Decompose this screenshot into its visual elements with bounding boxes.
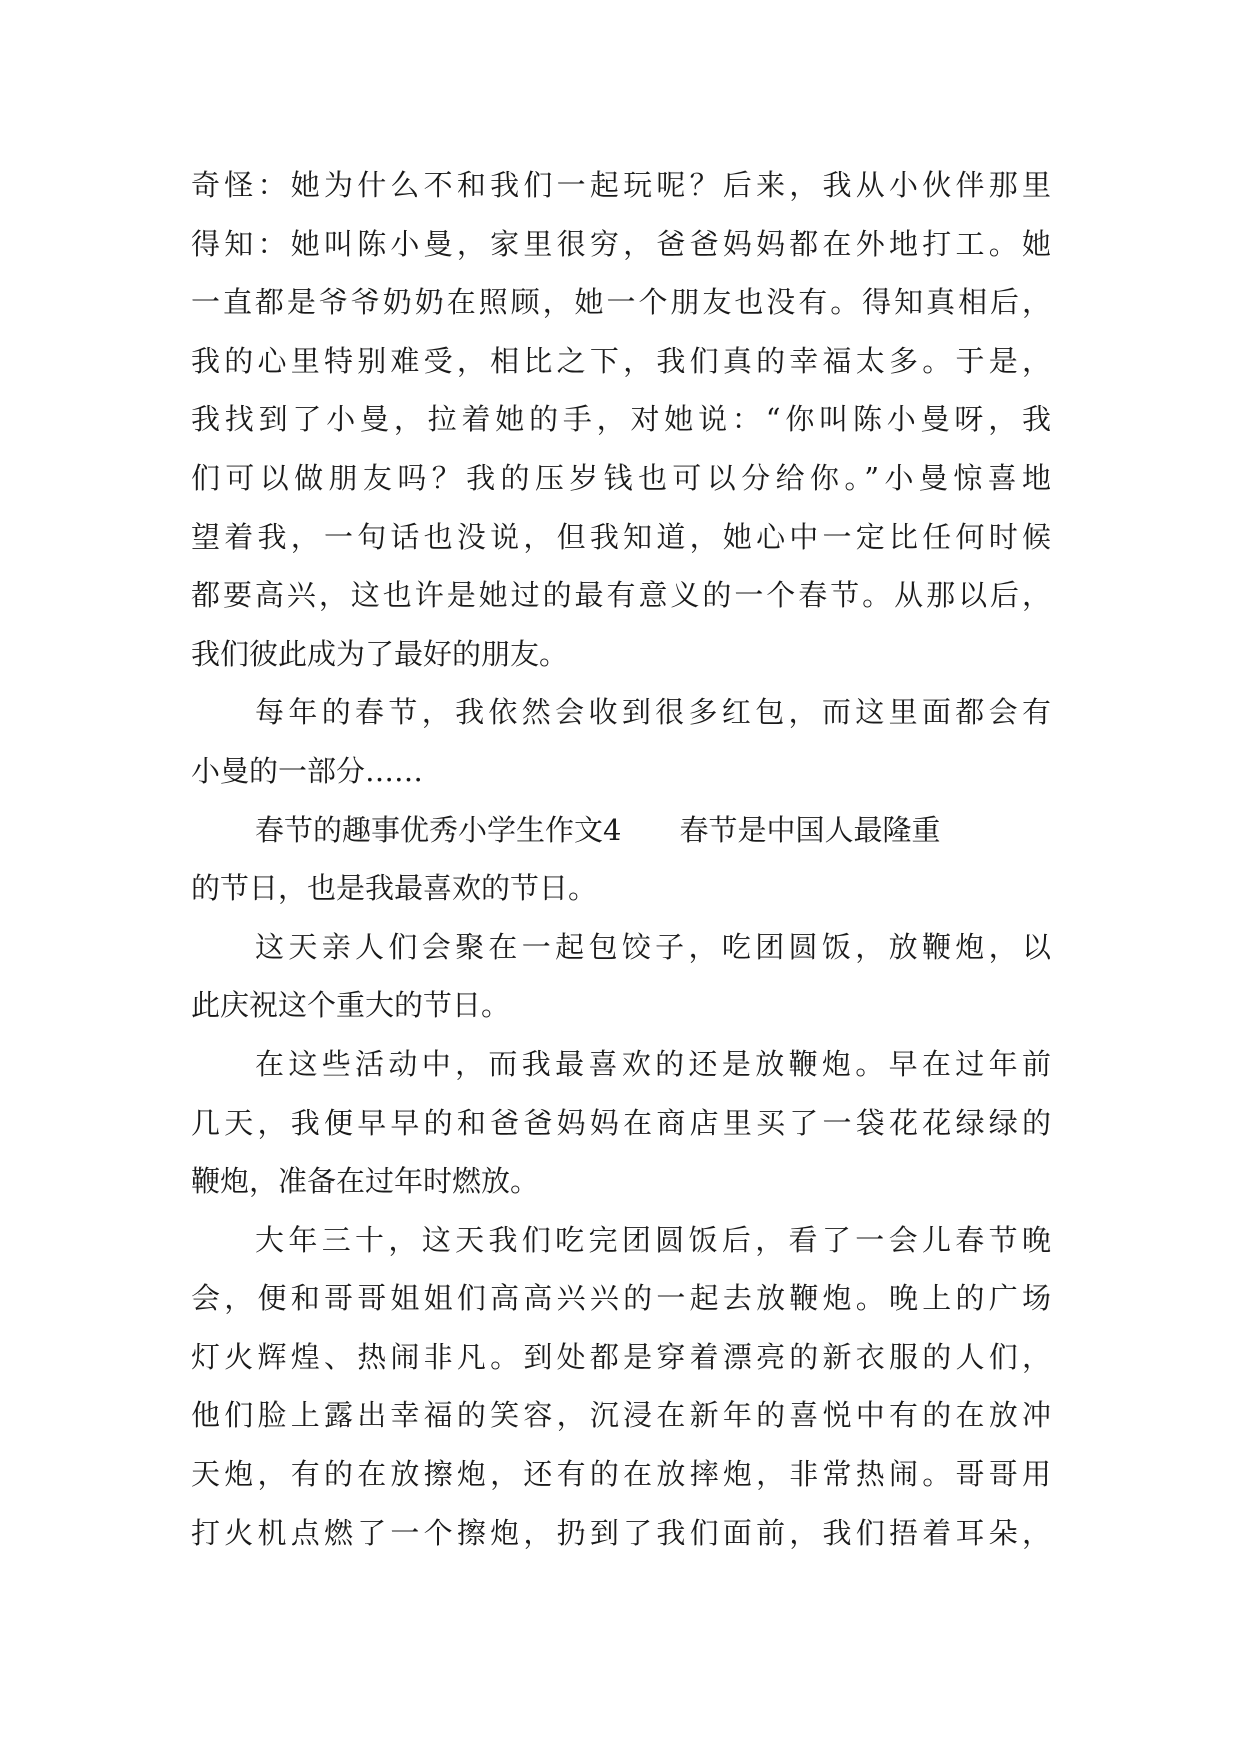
text-line: 大年三十，这天我们吃完团圆饭后，看了一会儿春节晚 <box>255 1222 1051 1257</box>
text-line: 他们脸上露出幸福的笑容，沉浸在新年的喜悦中有的在放冲 <box>191 1398 1051 1433</box>
text-line: 此庆祝这个重大的节日。 <box>191 988 511 1023</box>
text-line: 在这些活动中，而我最喜欢的还是放鞭炮。早在过年前 <box>255 1046 1051 1081</box>
text-line: 灯火辉煌、热闹非凡。到处都是穿着漂亮的新衣服的人们， <box>191 1339 1051 1374</box>
text-line: 得知：她叫陈小曼，家里很穷，爸爸妈妈都在外地打工。她 <box>191 226 1051 261</box>
text-line: 打火机点燃了一个擦炮，扔到了我们面前，我们捂着耳朵， <box>191 1515 1051 1550</box>
document-body <box>191 156 1051 1562</box>
text-line: 我的心里特别难受，相比之下，我们真的幸福太多。于是， <box>191 343 1051 378</box>
text-line: 鞭炮，准备在过年时燃放。 <box>191 1164 540 1199</box>
text-line: 小曼的一部分…… <box>191 753 424 788</box>
text-line: 一直都是爷爷奶奶在照顾，她一个朋友也没有。得知真相后， <box>191 285 1051 320</box>
text-line: 我们彼此成为了最好的朋友。 <box>191 636 569 671</box>
essay-heading-line <box>191 801 1051 860</box>
text-line: 天炮，有的在放擦炮，还有的在放摔炮，非常热闹。哥哥用 <box>191 1457 1051 1492</box>
text-line: 春节是中国人最隆重 <box>679 812 941 847</box>
essay-title: 春节的趣事优秀小学生作文4 <box>255 812 622 847</box>
text-line: 每年的春节，我依然会收到很多红包，而这里面都会有 <box>255 695 1051 730</box>
text-line: 几天，我便早早的和爸爸妈妈在商店里买了一袋花花绿绿的 <box>191 1105 1051 1140</box>
text-line: 的节日，也是我最喜欢的节日。 <box>191 871 598 906</box>
text-line: 望着我，一句话也没说，但我知道，她心中一定比任何时候 <box>191 519 1051 554</box>
text-line: 这天亲人们会聚在一起包饺子，吃团圆饭，放鞭炮，以 <box>255 929 1051 964</box>
text-line: 都要高兴，这也许是她过的最有意义的一个春节。从那以后， <box>191 578 1051 613</box>
text-line: 会，便和哥哥姐姐们高高兴兴的一起去放鞭炮。晚上的广场 <box>191 1281 1051 1316</box>
text-line: 奇怪：她为什么不和我们一起玩呢？后来，我从小伙伴那里 <box>191 168 1051 202</box>
text-line: 我找到了小曼，拉着她的手，对她说：“你叫陈小曼呀，我 <box>191 402 1051 437</box>
text-line: 们可以做朋友吗？我的压岁钱也可以分给你。”小曼惊喜地 <box>191 460 1051 495</box>
